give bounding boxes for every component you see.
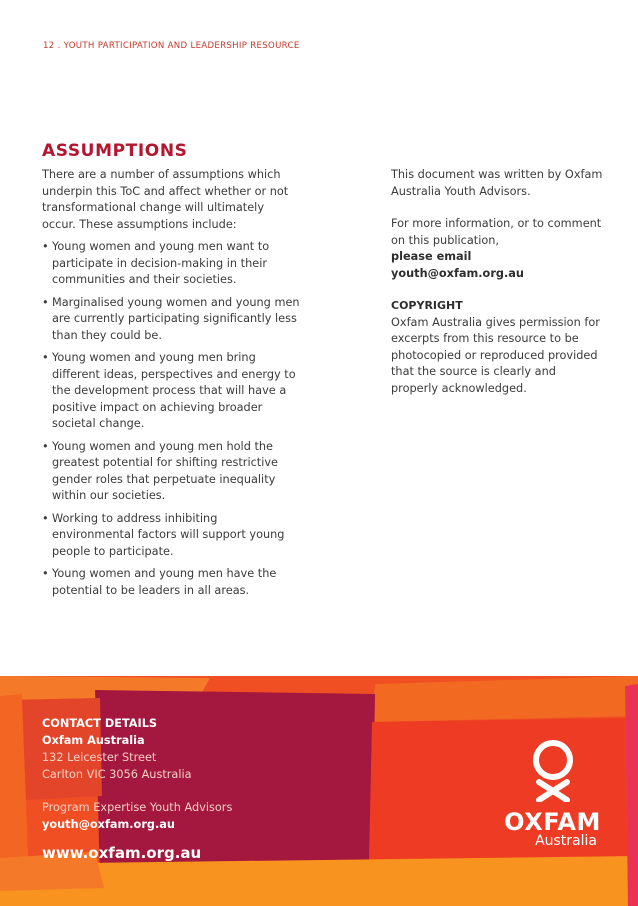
oxfam-emblem-icon — [531, 740, 575, 802]
contact-details — [42, 715, 232, 833]
city-address: Carlton VIC 3056 Australia — [42, 768, 192, 781]
email-line[interactable]: please email youth@oxfam.org.au — [391, 250, 524, 280]
assumptions-intro: There are a number of assumptions which underpin this ToC and affect whether or not transformational change will ultimately occur. These assumptions include: — [42, 168, 289, 231]
section-title: ASSUMPTIONS — [42, 141, 188, 161]
running-head: 12 . YOUTH PARTICIPATION AND LEADERSHIP RESOURCE — [43, 41, 300, 51]
program-name: Program Expertise Youth Advisors — [42, 801, 233, 814]
assumptions-column — [42, 167, 300, 605]
list-item: • Young women and young men bring different ideas, perspectives and energy to the development process that will have a positive impact on achieving broader societal change. — [42, 350, 300, 433]
contact-email[interactable]: youth@oxfam.org.au — [42, 818, 175, 831]
org-name: Oxfam Australia — [42, 734, 145, 747]
list-item: • Working to address inhibiting environmental factors will support young people to participate. — [42, 511, 300, 561]
contact-heading: CONTACT DETAILS — [42, 717, 158, 730]
list-item: • Young women and young men have the potential to be leaders in all areas. — [42, 566, 300, 599]
list-item: • Young women and young men hold the greatest potential for shifting restrictive gender roles that perpetuate inequality within our societies. — [42, 439, 300, 505]
logo-subtitle: Australia — [535, 833, 597, 849]
website-link[interactable]: www.oxfam.org.au — [42, 844, 202, 862]
more-info — [391, 216, 606, 282]
assumptions-list — [42, 239, 300, 599]
copyright-text: Oxfam Australia gives permission for excerpts from this resource to be photocopied or reproduced provided that the source is clearly and properly acknowledged. — [391, 315, 600, 395]
info-column — [391, 167, 606, 413]
more-info-text: For more information, or to comment on this publication, — [391, 217, 602, 247]
oxfam-logo — [500, 740, 605, 849]
copyright-heading: COPYRIGHT — [391, 299, 463, 312]
written-by: This document was written by Oxfam Australia Youth Advisors. — [391, 168, 603, 198]
list-item: • Marginalised young women and young men are currently participating significantly less than they could be. — [42, 295, 300, 345]
logo-wordmark: OXFAM — [504, 808, 601, 836]
street-address: 132 Leicester Street — [42, 751, 157, 764]
list-item: • Young women and young men want to participate in decision-making in their communities and their societies. — [42, 239, 300, 289]
